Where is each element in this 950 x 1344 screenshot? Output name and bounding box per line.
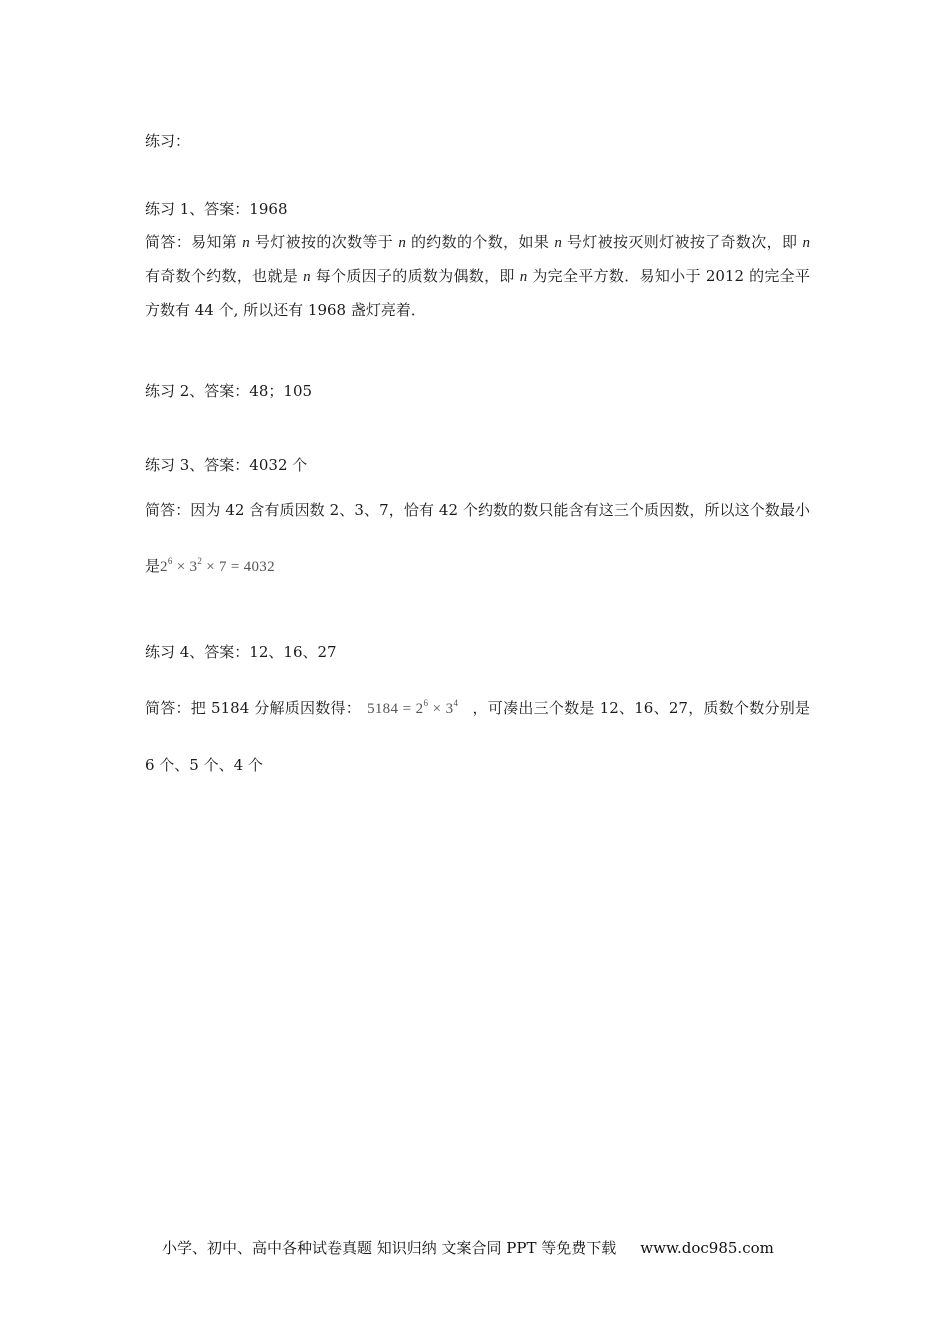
exercise-3-solution: 简答：因为 42 含有质因数 2、3、7，恰有 42 个约数的数只能含有这三个质因数，所以这个数最小是$2^6 \times 3^2 \times 7 = 4032$ [145,501,810,575]
exercise-2-answer: 练习 2、答案：48；105 [145,382,313,400]
variable-n: n [802,235,810,251]
section-heading: 练习： [145,132,191,150]
exercise-4-answer: 练习 4、答案：12、16、27 [145,643,337,661]
page-footer [162,1237,774,1258]
math-formula: $2^6 \times 3^2 \times 7 = 4032$ [160,556,275,575]
math-formula: $5184 = 2^6 \times 3^4$ [367,698,459,717]
exercise-4-solution: 简答：把 5184 分解质因数得： $5184 = 2^6 \times 3^4$ ，可凑出三个数是 12、16、27，质数个数分别是 6 个、5 个、4 个 [145,698,811,774]
footer-text: 小学、初中、高中各种试卷真题 知识归纳 文案合同 PPT 等免费下载 [162,1239,617,1257]
variable-n: n [398,235,406,251]
variable-n: n [554,235,562,251]
exercise-3-answer: 练习 3、答案：4032 个 [145,456,308,474]
exercise-1-solution: 简答：易知第 n 号灯被按的次数等于 n 的约数的个数，如果 n 号灯被按灭则灯被按了奇数次，即 n 有奇数个约数，也就是 n 每个质因子的质数为偶数，即 n 为完全平方数．易知小于 2012 的完全平方数有 44 个, 所以还有 1968 盏灯亮着． [145,233,810,319]
variable-n: n [519,269,528,285]
exercise-1-answer: 练习 1、答案：1968 [145,200,288,218]
variable-n: n [242,235,250,251]
footer-link[interactable]: www.doc985.com [640,1239,774,1257]
variable-n: n [303,269,311,285]
